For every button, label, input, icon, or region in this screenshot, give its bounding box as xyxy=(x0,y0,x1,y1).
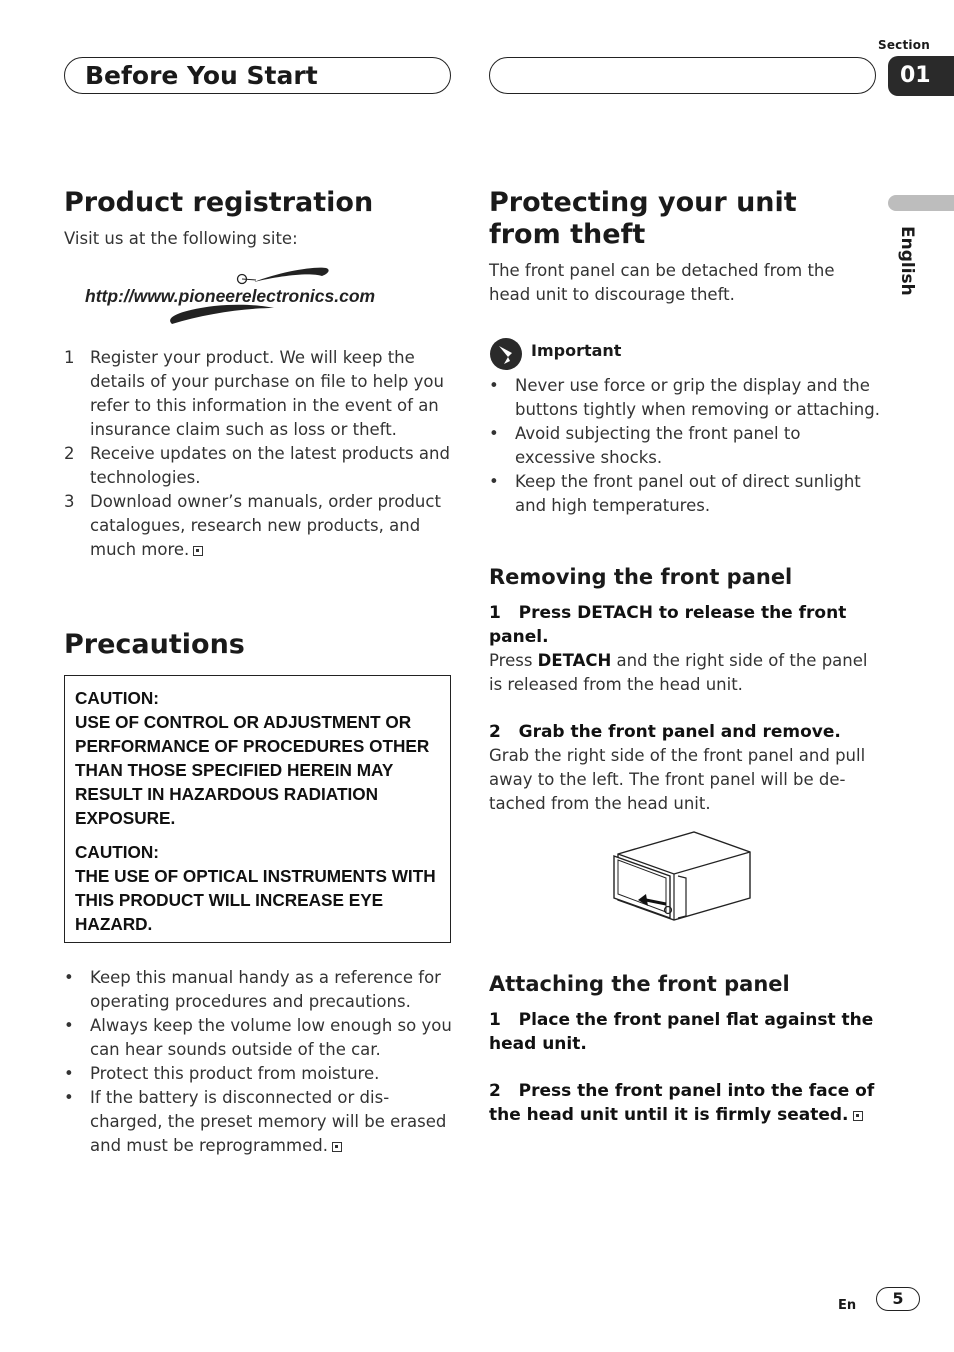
footer-language: En xyxy=(838,1298,857,1313)
caution-box xyxy=(64,675,451,943)
bullet-icon: • xyxy=(64,1064,74,1083)
theft-heading: Protecting your unit from theft xyxy=(489,187,797,250)
pioneer-url-link[interactable]: http://www.pioneerelectronics.com xyxy=(85,286,376,306)
important-label: Important xyxy=(531,341,622,360)
end-mark-icon xyxy=(332,1142,342,1152)
removing-step-2 xyxy=(489,720,874,744)
header-title-pill xyxy=(64,57,451,94)
step-title: Press the front panel into the face of the head unit until it is firmly seated. xyxy=(489,1081,875,1125)
product-registration-heading: Product registration xyxy=(64,187,374,218)
theft-important-list xyxy=(489,374,881,518)
list-item xyxy=(489,422,881,470)
precautions-heading: Precautions xyxy=(64,629,245,660)
chapter-title: Before You Start xyxy=(85,61,318,90)
list-item-text: Register your product. We will keep the details of your purchase on file to help you refer to this information in the event of an insurance claim such as loss or theft. xyxy=(90,348,444,439)
list-item-text: If the battery is disconnected or dis-charged, the preset memory will be erased and must be reprogrammed. xyxy=(90,1088,447,1155)
head-unit-detach-icon xyxy=(608,826,758,924)
list-item-text: Always keep the volume low enough so you can hear sounds outside of the car. xyxy=(90,1016,452,1059)
caution-1 xyxy=(75,686,440,830)
removing-step-1 xyxy=(489,601,874,649)
caution-2 xyxy=(75,840,440,936)
bullet-icon: • xyxy=(64,1016,74,1035)
page-number: 5 xyxy=(876,1287,920,1311)
step-title: Grab the front panel and remove. xyxy=(518,722,841,742)
bullet-icon: • xyxy=(489,424,499,443)
list-item-text: Keep the front panel out of direct sunlight and high temperatures. xyxy=(515,472,861,515)
list-number: 3 xyxy=(64,492,75,511)
removing-step-2-body: Grab the right side of the front panel and pull away to the left. The front panel will be de-tached from the head unit. xyxy=(489,746,866,813)
pioneer-url-logo xyxy=(64,262,451,334)
list-item xyxy=(64,346,454,442)
attaching-heading: Attaching the front panel xyxy=(489,972,790,996)
list-item xyxy=(64,1062,454,1086)
step-title: Press DETACH to release the front panel. xyxy=(489,603,847,647)
list-item xyxy=(64,1086,454,1158)
attaching-step-1 xyxy=(489,1008,874,1056)
language-tab-label: English xyxy=(897,226,917,296)
registration-list xyxy=(64,346,454,562)
list-number: 2 xyxy=(64,444,75,463)
caution-2-head: CAUTION: xyxy=(75,842,160,862)
important-icon xyxy=(489,337,525,371)
list-item xyxy=(64,1014,454,1062)
registration-intro: Visit us at the following site: xyxy=(64,229,298,248)
header-empty-pill xyxy=(489,57,876,94)
list-item xyxy=(64,442,454,490)
step-body-text: Press xyxy=(489,651,538,670)
front-panel-illustration xyxy=(608,826,758,924)
list-item-text: Download owner’s manuals, order product catalogues, research new products, and much more. xyxy=(90,492,441,559)
language-tab-bar xyxy=(888,195,954,211)
list-item-text: Protect this product from moisture. xyxy=(90,1064,380,1083)
section-number: 01 xyxy=(888,56,954,96)
detach-keyword: DETACH xyxy=(537,651,612,670)
list-item-text: Receive updates on the latest products and technologies. xyxy=(90,444,450,487)
list-item-text: Never use force or grip the display and the buttons tightly when removing or attaching. xyxy=(515,376,880,419)
step-number: 2 xyxy=(489,722,501,742)
list-item xyxy=(489,470,881,518)
caution-1-body: USE OF CONTROL OR ADJUSTMENT OR PERFORMANCE OF PROCEDURES OTHER THAN THOSE SPECIFIED HEREIN MAY RESULT IN HAZARDOUS RADIATION EXPOSURE. xyxy=(75,712,430,828)
list-item xyxy=(64,966,454,1014)
step-number: 1 xyxy=(489,1010,501,1030)
precautions-list xyxy=(64,966,454,1158)
step-title: Place the front panel flat against the head unit. xyxy=(489,1010,874,1054)
removing-heading: Removing the front panel xyxy=(489,565,793,589)
list-number: 1 xyxy=(64,348,75,367)
attaching-step-2 xyxy=(489,1079,879,1127)
bullet-icon: • xyxy=(64,1088,74,1107)
step-number: 2 xyxy=(489,1081,501,1101)
step-number: 1 xyxy=(489,603,501,623)
removing-step-1-body xyxy=(489,649,874,697)
list-item-text: Keep this manual handy as a reference for operating procedures and precautions. xyxy=(90,968,441,1011)
step-body-text: and the right side of the panel is released from the head unit. xyxy=(489,651,868,694)
end-mark-icon xyxy=(193,546,203,556)
list-item-text: Avoid subjecting the front panel to excessive shocks. xyxy=(515,424,801,467)
caution-1-head: CAUTION: xyxy=(75,688,160,708)
bullet-icon: • xyxy=(64,968,74,987)
section-label: Section xyxy=(878,38,930,52)
bullet-icon: • xyxy=(489,472,499,491)
caution-2-body: THE USE OF OPTICAL INSTRUMENTS WITH THIS PRODUCT WILL INCREASE EYE HAZARD. xyxy=(75,866,436,934)
list-item xyxy=(64,490,454,562)
bullet-icon: • xyxy=(489,376,499,395)
end-mark-icon xyxy=(853,1111,863,1121)
theft-intro: The front panel can be detached from the head unit to discourage theft. xyxy=(489,261,835,304)
list-item xyxy=(489,374,881,422)
